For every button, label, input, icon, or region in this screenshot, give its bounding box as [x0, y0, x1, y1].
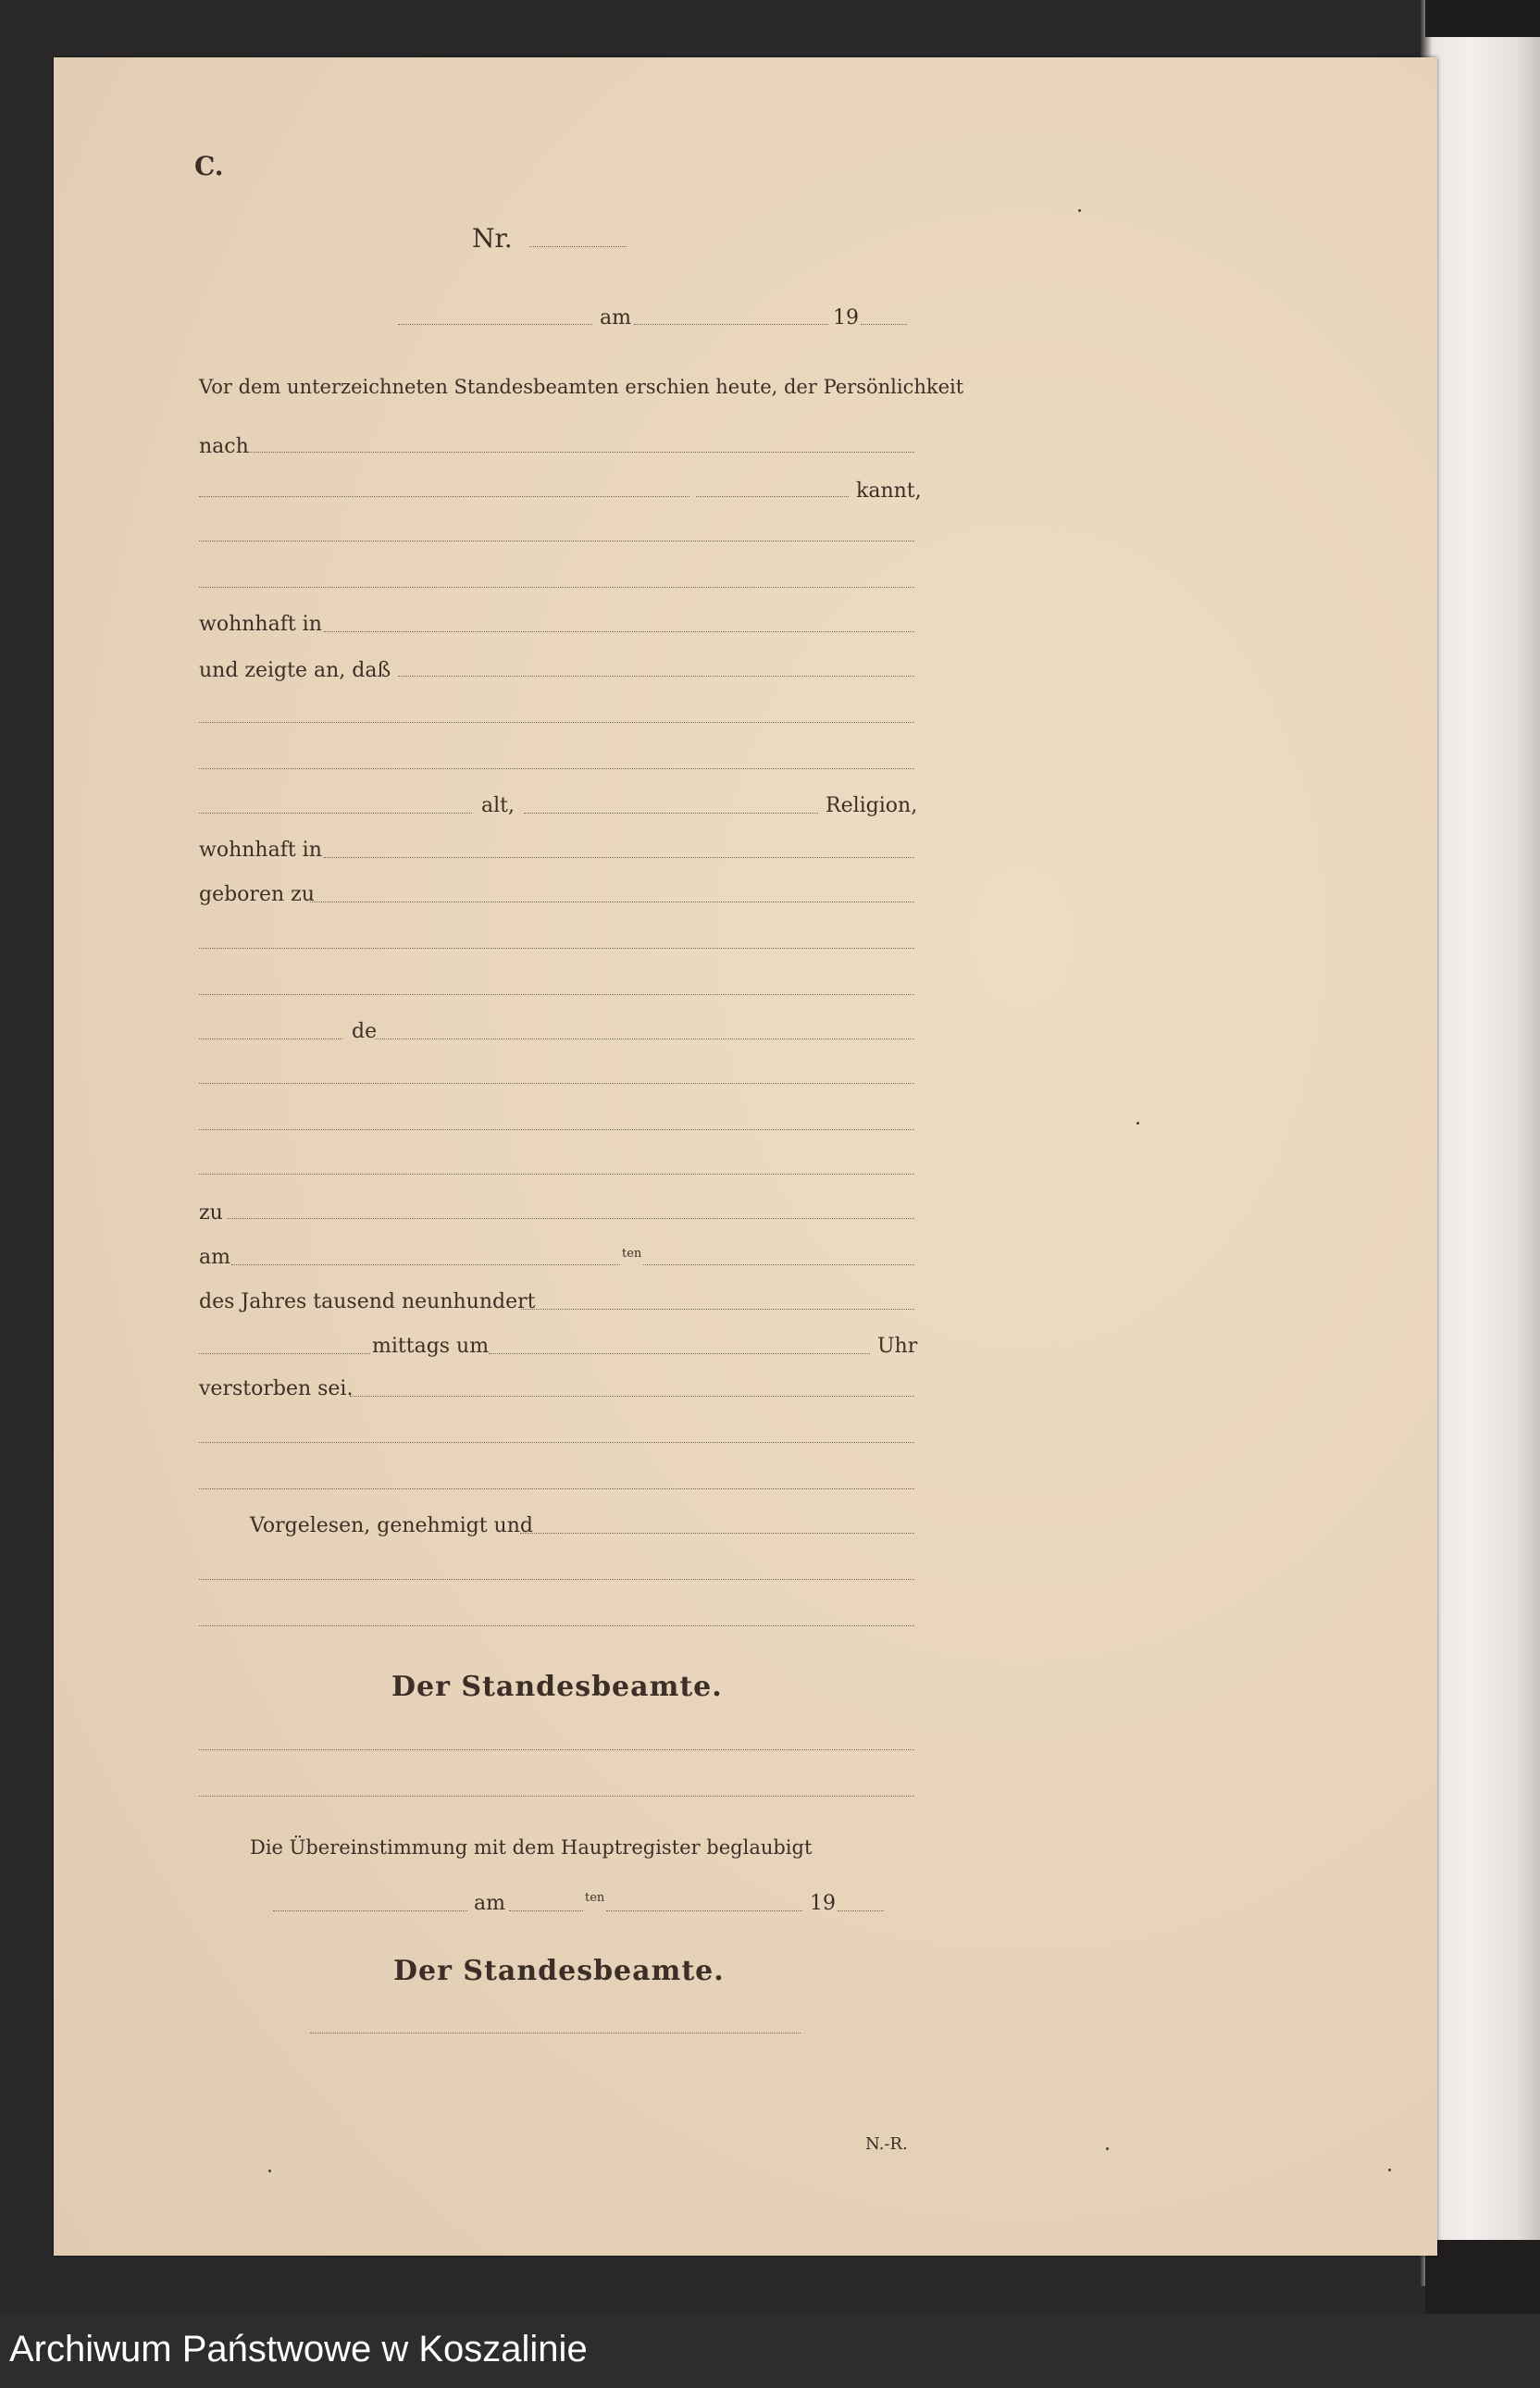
uebereinstimmung-text: Die Übereinstimmung mit dem Hauptregister beglaubigt — [250, 1836, 813, 1859]
signature-line-1 — [199, 1749, 914, 1750]
book-binding-edge — [1421, 0, 1540, 2286]
blank-line-10 — [199, 1442, 914, 1443]
binding-dark-bottom — [1425, 2240, 1540, 2314]
religion-label: Religion, — [826, 794, 918, 817]
blank-line-2 — [199, 587, 914, 588]
cert-month-line — [606, 1910, 802, 1911]
standesbeamte-heading-1: Der Standesbeamte. — [391, 1671, 723, 1703]
am-line-2b — [643, 1264, 914, 1265]
de-label: de — [352, 1020, 378, 1043]
ten-superscript: ten — [622, 1247, 642, 1261]
blank-line-11 — [199, 1488, 914, 1489]
blank-line-9 — [199, 1174, 914, 1175]
mittags-label: mittags um — [372, 1335, 490, 1358]
cert-place-line — [273, 1910, 467, 1911]
cert-year-line — [838, 1910, 884, 1911]
kannt-line-b — [696, 496, 849, 497]
paper-speck — [1136, 1122, 1139, 1125]
wohnhaft-label-2: wohnhaft in — [199, 839, 322, 862]
cert-day-line — [509, 1910, 583, 1911]
jahres-label: des Jahres tausend neunhundert — [199, 1290, 536, 1313]
wohnhaft-line — [324, 631, 914, 632]
zeigte-label: und zeigte an, daß — [199, 659, 391, 682]
mittags-line-a — [199, 1353, 370, 1354]
year-19-label: 19 — [833, 306, 859, 330]
blank-line-4 — [199, 768, 914, 769]
intro-text: Vor dem unterzeichneten Standesbeamten erschien heute, der Persönlichkeit — [199, 376, 964, 398]
date-am-label: am — [600, 306, 631, 330]
mittags-line-b — [489, 1353, 870, 1354]
paper-speck — [1388, 2169, 1391, 2171]
date-line — [634, 324, 828, 325]
cert-year-19: 19 — [810, 1892, 836, 1915]
form-letter: C. — [194, 151, 224, 181]
number-line — [529, 246, 627, 247]
paper-speck — [268, 2170, 271, 2172]
blank-line-5 — [199, 948, 914, 949]
blank-line-7 — [199, 1083, 914, 1084]
archive-credit: Archiwum Państwowe w Koszalinie — [9, 2329, 588, 2369]
verstorben-line — [350, 1396, 914, 1397]
blank-line-12 — [199, 1579, 914, 1580]
zeigte-line — [398, 676, 914, 677]
cert-ten-superscript: ten — [585, 1891, 605, 1905]
zu-label: zu — [199, 1201, 223, 1225]
signature-line-3 — [310, 2033, 801, 2034]
vorgelesen-label: Vorgelesen, genehmigt und — [250, 1514, 533, 1537]
nach-label: nach — [199, 435, 249, 458]
binding-dark-top — [1425, 0, 1540, 37]
age-line — [199, 813, 472, 814]
religion-line — [524, 813, 818, 814]
vorgelesen-line — [520, 1533, 914, 1534]
geboren-label: geboren zu — [199, 883, 315, 906]
wohnhaft-label: wohnhaft in — [199, 613, 322, 636]
nr-mark: N.-R. — [865, 2134, 908, 2154]
paper-speck — [1106, 2147, 1109, 2150]
number-label: Nr. — [472, 223, 513, 254]
place-line — [398, 324, 592, 325]
year-line — [861, 324, 907, 325]
cert-am-label: am — [474, 1892, 505, 1915]
nach-line — [248, 452, 914, 453]
signature-line-2 — [199, 1796, 914, 1797]
jahres-line — [521, 1309, 914, 1310]
wohnhaft-line-2 — [324, 857, 914, 858]
blank-line-3 — [199, 722, 914, 723]
blank-line-13 — [199, 1625, 914, 1626]
blank-line-6 — [199, 994, 914, 995]
am-line-2a — [231, 1264, 620, 1265]
uhr-label: Uhr — [877, 1335, 918, 1358]
zu-line — [227, 1218, 914, 1219]
standesbeamte-heading-2: Der Standesbeamte. — [393, 1955, 725, 1987]
kannt-line-a — [199, 496, 689, 497]
alt-label: alt, — [481, 794, 515, 817]
kannt-label: kannt, — [856, 479, 922, 503]
verstorben-label: verstorben sei. — [199, 1377, 354, 1400]
am-label-2: am — [199, 1246, 230, 1269]
paper-speck — [1078, 209, 1081, 212]
blank-line-8 — [199, 1129, 914, 1130]
